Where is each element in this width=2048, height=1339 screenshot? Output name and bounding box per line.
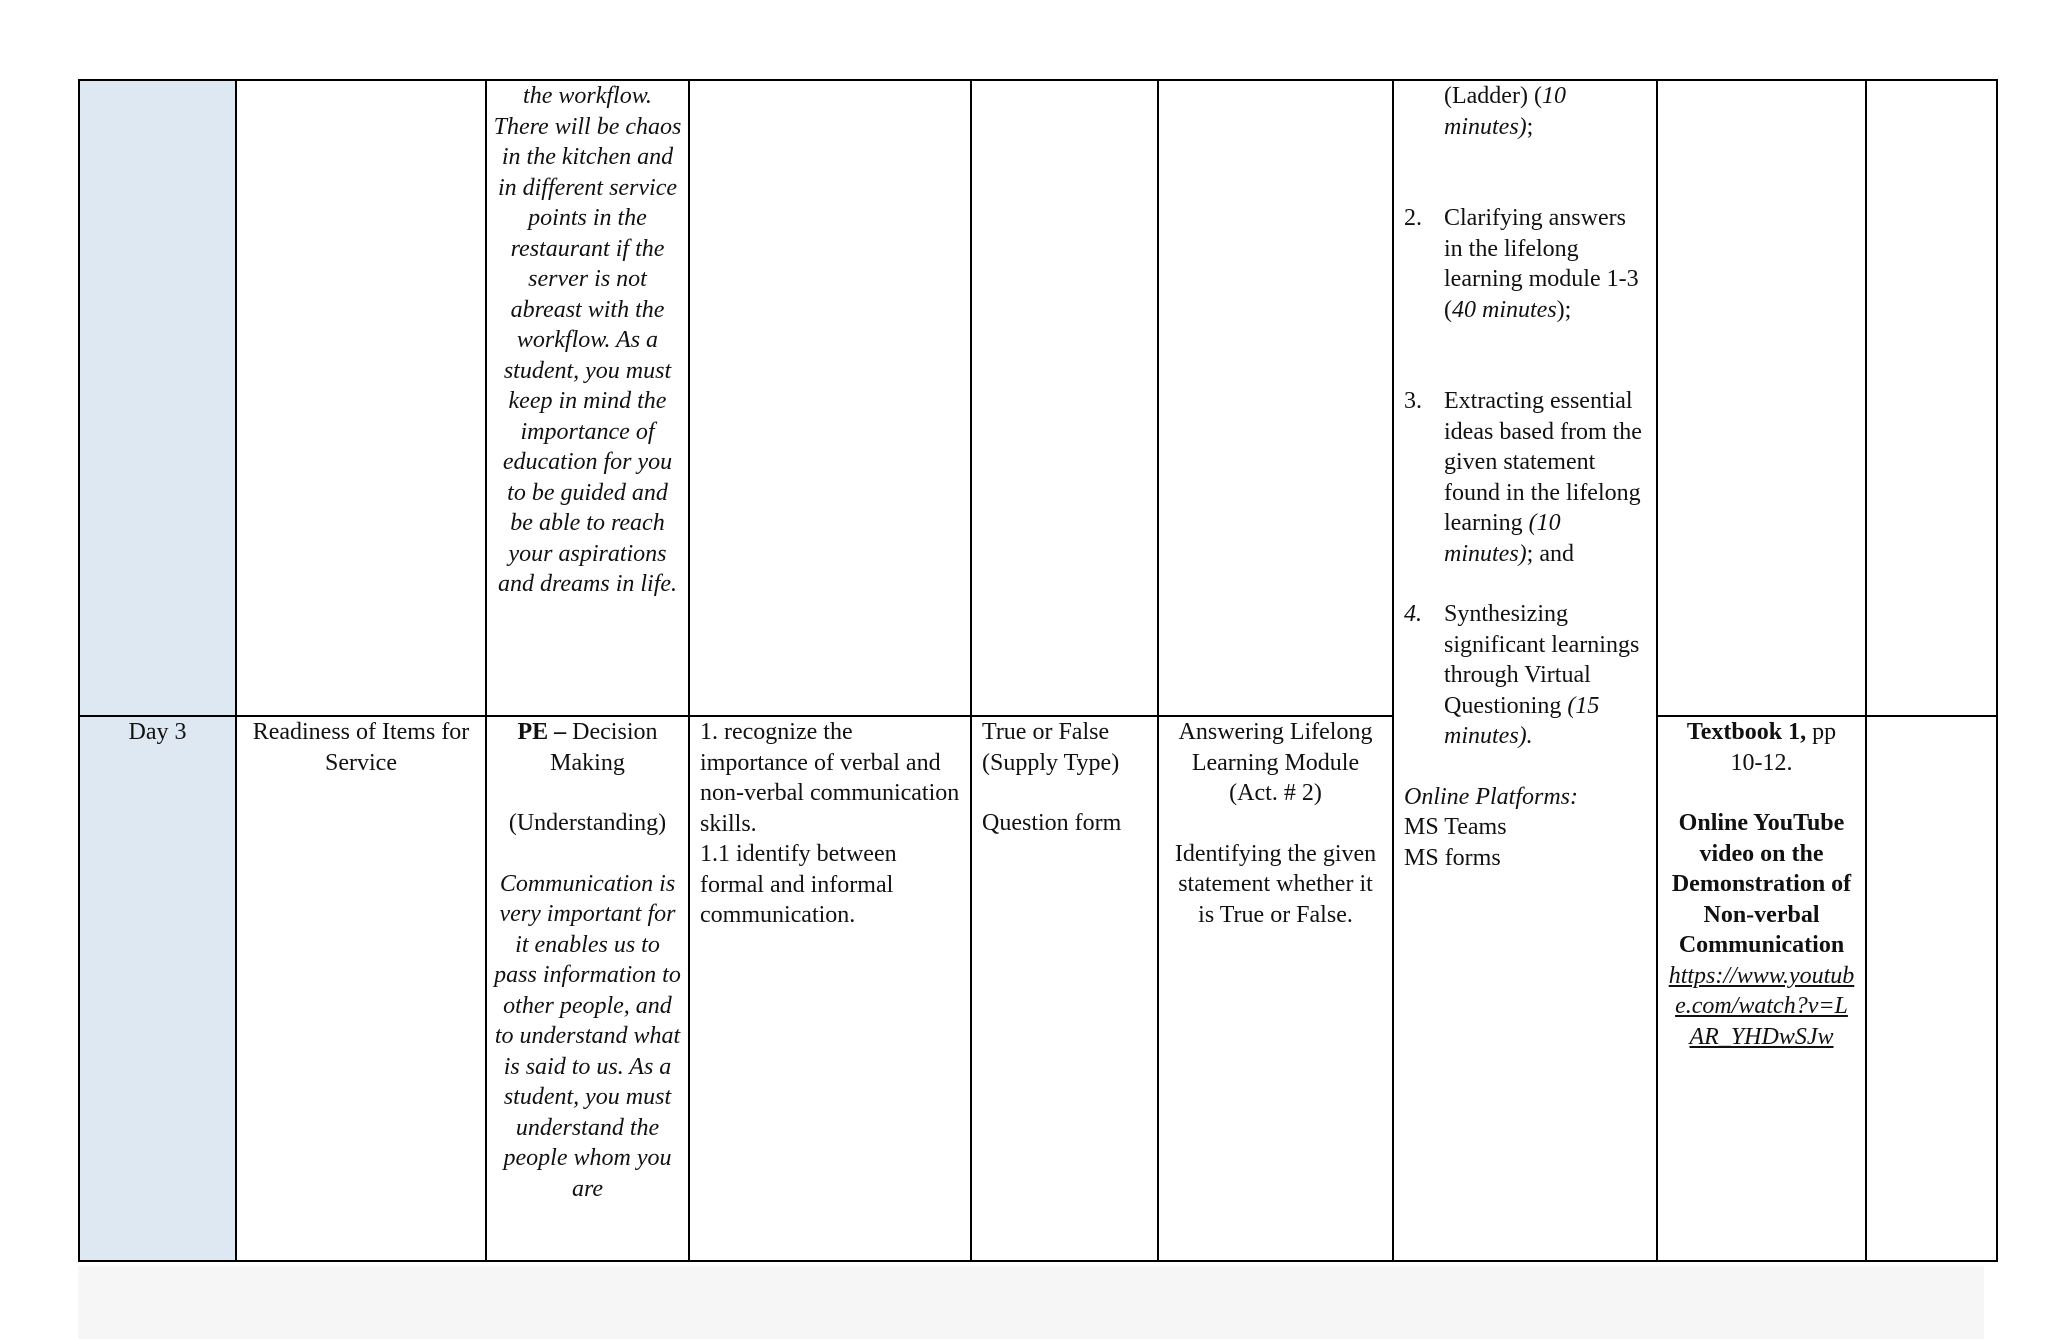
pe-heading: PE – Decision Making bbox=[517, 719, 658, 776]
day-cell bbox=[79, 716, 236, 1261]
task-text: Communication is very important for it enables us to pass information to other people, and to understand what is said to us. As a student, you must understand the people whom you are bbox=[494, 870, 681, 1202]
remarks-cell bbox=[1866, 716, 1997, 1261]
resources-cell bbox=[1657, 716, 1866, 1261]
day-cell bbox=[79, 80, 236, 716]
platforms-label: Online Platforms: bbox=[1404, 783, 1578, 810]
resource-textbook: Textbook 1, pp 10-12. bbox=[1686, 719, 1837, 776]
objectives-cell bbox=[689, 716, 971, 1261]
table-row bbox=[79, 716, 1997, 1261]
lesson-plan-table bbox=[78, 79, 1998, 1262]
resources-cell bbox=[1657, 80, 1866, 716]
assessment-cell bbox=[971, 716, 1158, 1261]
task-cell bbox=[486, 716, 689, 1261]
task-cell bbox=[486, 80, 689, 716]
page-footer-band bbox=[78, 1266, 1984, 1339]
activity-title: Answering Lifelong Learning Module (Act. # 2) bbox=[1178, 719, 1373, 806]
task-text: the workflow. There will be chaos in the kitchen and in different service points in the restaurant if the server is not abreast with the workflow. As a student, you must keep in mind the importance of education for you to be guided and be able to reach your aspirations and dreams in life. bbox=[493, 83, 682, 597]
strategies-cell bbox=[1393, 80, 1657, 1261]
objective-item: 1.1 identify between formal and informal communication. bbox=[700, 841, 897, 928]
list-item: 3. Extracting essential ideas based from the given statement found in the lifelong learning (10 minutes); and bbox=[1404, 388, 1642, 567]
assessment-type: True or False (Supply Type) bbox=[982, 719, 1120, 776]
platform-item: MS Teams bbox=[1404, 814, 1507, 840]
list-item: 2. Clarifying answers in the lifelong learning module 1-3 (40 minutes); bbox=[1404, 205, 1639, 323]
pe-level: (Understanding) bbox=[508, 810, 667, 836]
video-link[interactable]: https://www.youtube.com/watch?v=LAR_YHDwSJw bbox=[1668, 962, 1855, 1050]
list-item: 4. Synthesizing significant learnings through Virtual Questioning (15 minutes). bbox=[1404, 601, 1640, 749]
strategy-item-1-continued: (Ladder) (10 minutes); bbox=[1444, 83, 1566, 140]
table-row bbox=[79, 80, 1997, 716]
strategy-list bbox=[1404, 203, 1646, 752]
topic-cell bbox=[236, 80, 486, 716]
topic-text: Readiness of Items for Service bbox=[252, 719, 470, 776]
remarks-cell bbox=[1866, 80, 1997, 716]
activity-cell bbox=[1158, 716, 1393, 1261]
activity-desc: Identifying the given statement whether it is True or False. bbox=[1174, 840, 1377, 928]
day-label: Day 3 bbox=[128, 719, 187, 745]
activity-cell bbox=[1158, 80, 1393, 716]
objective-item: 1. recognize the importance of verbal and non-verbal communication skills. bbox=[700, 719, 960, 837]
objectives-cell bbox=[689, 80, 971, 716]
assessment-form: Question form bbox=[982, 810, 1122, 836]
assessment-cell bbox=[971, 80, 1158, 716]
topic-cell bbox=[236, 716, 486, 1261]
platform-item: MS forms bbox=[1404, 844, 1501, 871]
resource-video: Online YouTube video on the Demonstration of Non-verbal Communication bbox=[1671, 810, 1852, 958]
